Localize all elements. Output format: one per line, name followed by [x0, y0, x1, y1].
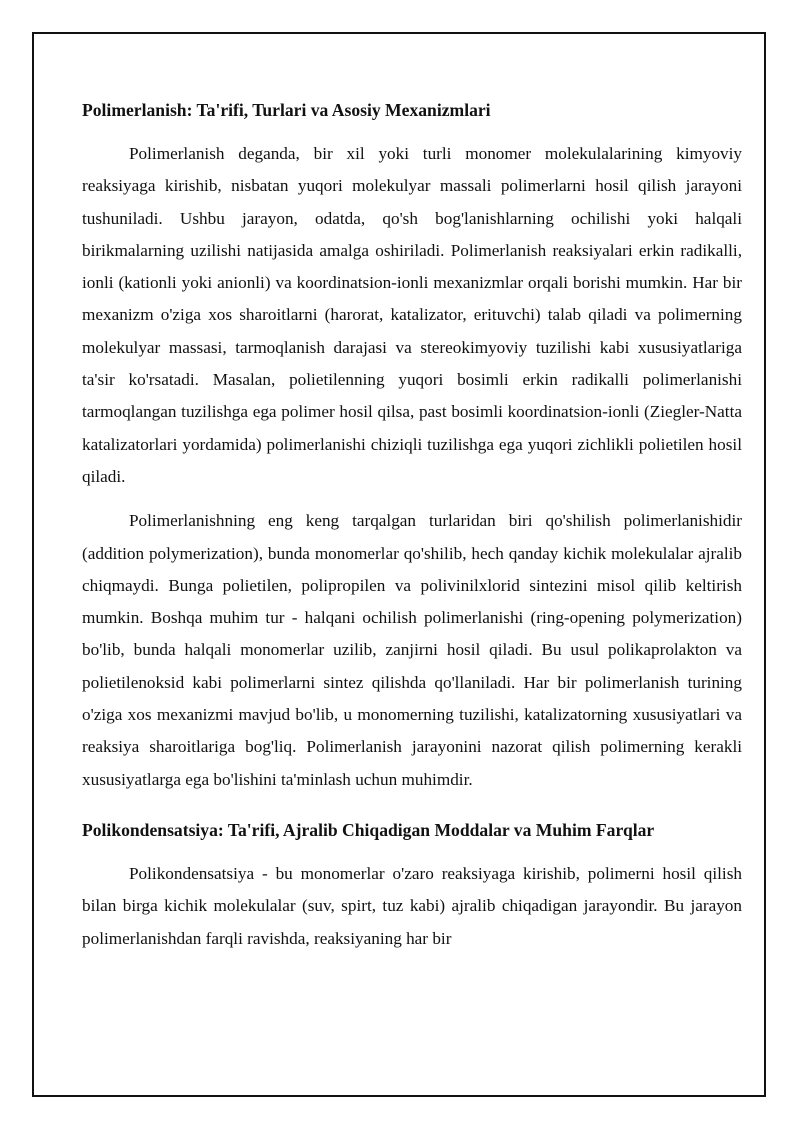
- paragraph-polimerlanish-definition: Polimerlanish deganda, bir xil yoki turli monomer molekulalarining kimyoviy reaksiyaga kirishib, nisbatan yuqori molekulyar massali polimerlarni hosil qilish jarayoni tushuniladi. Ushbu jarayon, odatda, qo'sh bog'lanishlarning ochilishi yoki halqali birikmalarning uzilishi natijasida amalga oshiriladi. Polimerlanish reaksiyalari erkin radikalli, ionli (kationli yoki anionli) va koordinatsion-ionli mexanizmlar orqali borishi mumkin. Har bir mexanizm o'ziga xos sharoitlarni (harorat, katalizator, erituvchi) talab qiladi va polimerning molekulyar massasi, tarmoqlanish darajasi va stereokimyoviy tuzilishi kabi xususiyatlariga ta'sir ko'rsatadi. Masalan, polietilenning yuqori bosimli erkin radikalli polimerlanishi tarmoqlangan tuzilishga ega polimer hosil qilsa, past bosimli koordinatsion-ionli (Ziegler-Natta katalizatorlari yordamida) polimerlanishi chiziqli tuzilishga ega yuqori zichlikli polietilen hosil qiladi.: [82, 144, 742, 486]
- section-heading-polikondensatsiya: Polikondensatsiya: Ta'rifi, Ajralib Chiqadigan Moddalar va Muhim Farqlar: [82, 819, 655, 840]
- paragraph-polikondensatsiya-definition: Polikondensatsiya - bu monomerlar o'zaro reaksiyaga kirishib, polimerni hosil qilish bilan birga kichik molekulalar (suv, spirt, tuz kabi) ajralib chiqadigan jarayondir. Bu jarayon polimerlanishdan farqli ravishda, reaksiyaning har bir: [82, 863, 742, 948]
- section-heading-polimerlanish: Polimerlanish: Ta'rifi, Turlari va Asosiy Mexanizmlari: [82, 100, 491, 120]
- paragraph-polimerlanish-types: Polimerlanishning eng keng tarqalgan turlaridan biri qo'shilish polimerlanishidir (addition polymerization), bunda monomerlar qo'shilib, hech qanday kichik molekulalar ajralib chiqmaydi. Bunga polietilen, polipropilen va polivinilxlorid sintezini misol qilib keltirish mumkin. Boshqa muhim tur - halqani ochilish polimerlanishi (ring-opening polymerization) bo'lib, bunda halqali monomerlar uzilib, zanjirni hosil qiladi. Bu usul polikaprolakton va polietilenoksid kabi polimerlarni sintez qilishda qo'llaniladi. Har bir polimerlanish turining o'ziga xos mexanizmi mavjud bo'lib, u monomerning tuzilishi, katalizatorning xususiyatlari va reaksiya sharoitlariga bog'liq. Polimerlanish jarayonini nazorat qilish polimerning kerakli xususiyatlarga ega bo'lishini ta'minlash uchun muhimdir.: [82, 511, 742, 789]
- document-body: [82, 98, 742, 967]
